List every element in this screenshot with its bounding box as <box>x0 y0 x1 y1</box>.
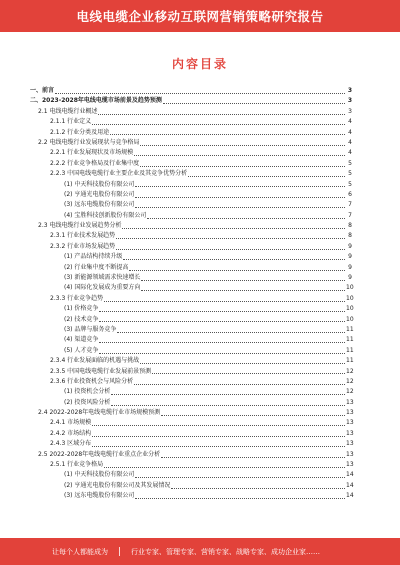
toc-entry-page: 12 <box>346 377 354 385</box>
toc-dot-leader <box>141 290 345 291</box>
toc-entry-page: 10 <box>346 315 354 323</box>
toc-dot-leader <box>111 405 345 406</box>
toc-dot-leader <box>99 311 345 312</box>
toc-entry[interactable] <box>30 470 352 480</box>
toc-dot-leader <box>141 280 345 281</box>
toc-entry-label: (2) 亨通光电股份有限公司 <box>64 190 135 198</box>
toc-entry[interactable] <box>30 419 352 429</box>
toc-dot-leader <box>116 249 345 250</box>
toc-entry[interactable] <box>30 439 352 449</box>
toc-dot-leader <box>147 218 345 219</box>
toc-entry-label: 2.3.3 行业竞争趋势 <box>50 294 104 302</box>
toc-dot-leader <box>92 446 345 447</box>
toc-entry[interactable] <box>30 283 352 293</box>
table-of-contents <box>30 86 352 502</box>
toc-entry[interactable] <box>30 169 352 179</box>
toc-entry-page: 11 <box>346 357 354 365</box>
toc-entry-label: (1) 价格竞争 <box>64 305 99 313</box>
toc-entry-label: (3) 品牌与服务竞争 <box>64 325 117 333</box>
toc-dot-leader <box>134 384 345 385</box>
toc-entry-label: 2.5.1 行业竞争格局 <box>50 461 104 469</box>
toc-entry[interactable] <box>30 273 352 283</box>
toc-entry-label: 2.3.2 行业市场发展趋势 <box>50 242 116 250</box>
toc-entry-label: (1) 中天科技股份有限公司 <box>64 471 135 479</box>
toc-entry[interactable] <box>30 148 352 158</box>
toc-entry-label: 2.2.1 行业发展现状及市场规模 <box>50 149 134 157</box>
toc-dot-leader <box>135 207 345 208</box>
toc-entry[interactable] <box>30 200 352 210</box>
toc-dot-leader <box>123 259 345 260</box>
toc-entry-label: 2.2.3 中国电线电缆行业主要企业及其竞争优势分析 <box>50 170 188 178</box>
footer-separator: | <box>118 546 122 557</box>
toc-dot-leader <box>135 477 345 478</box>
toc-entry-page: 10 <box>346 305 354 313</box>
toc-entry-label: 2.3.5 中国电线电缆行业发展前景预测 <box>50 367 152 375</box>
toc-dot-leader <box>55 93 345 94</box>
toc-entry-label: 一、前言 <box>30 86 55 94</box>
toc-entry-page: 11 <box>346 336 354 344</box>
toc-dot-leader <box>129 270 345 271</box>
toc-entry-label: 2.1.2 行业分类及用途 <box>50 128 110 136</box>
toc-dot-leader <box>161 415 345 416</box>
toc-entry[interactable] <box>30 304 352 314</box>
toc-entry-label: (3) 新能源领域需求快速增长 <box>64 274 141 282</box>
toc-dot-leader <box>122 228 345 229</box>
toc-entry-page: 3 <box>347 97 352 105</box>
toc-entry[interactable] <box>30 159 352 169</box>
toc-dot-leader <box>140 145 345 146</box>
toc-entry-page: 8 <box>348 232 352 240</box>
toc-entry[interactable] <box>30 117 352 127</box>
toc-entry-label: (1) 中天科技股份有限公司 <box>64 180 135 188</box>
toc-dot-leader <box>92 124 345 125</box>
toc-entry[interactable] <box>30 398 352 408</box>
report-title: 电线电缆企业移动互联网营销策略研究报告 <box>76 9 324 24</box>
toc-entry-page: 9 <box>348 253 352 261</box>
toc-dot-leader <box>99 321 345 322</box>
toc-entry[interactable] <box>30 138 352 148</box>
toc-entry-page: 10 <box>346 284 354 292</box>
toc-dot-leader <box>135 186 345 187</box>
toc-dot-leader <box>111 394 345 395</box>
toc-entry-label: 2.3 电线电缆行业发展趋势分析 <box>38 222 122 230</box>
toc-dot-leader <box>99 342 345 343</box>
toc-entry-page: 9 <box>348 263 352 271</box>
toc-entry-page: 9 <box>348 274 352 282</box>
toc-entry-label: 2.5 2022-2028年电线电缆行业重点企业分析 <box>38 450 161 458</box>
toc-entry-page: 5 <box>348 159 352 167</box>
toc-entry[interactable] <box>30 294 352 304</box>
toc-entry-page: 7 <box>348 211 352 219</box>
toc-entry-label: 2.2 电线电缆行业发展现状与竞争格局 <box>38 138 140 146</box>
toc-entry-label: (1) 产品结构持续升级 <box>64 253 123 261</box>
toc-entry-label: 二、2023-2028年电线电缆市场前景及趋势预测 <box>30 97 162 105</box>
toc-entry-label: (4) 渠道竞争 <box>64 336 99 344</box>
toc-dot-leader <box>104 301 345 302</box>
toc-entry-page: 6 <box>348 190 352 198</box>
toc-entry[interactable] <box>30 356 352 366</box>
toc-entry-label: (1) 投资机会分析 <box>64 388 111 396</box>
toc-entry-page: 13 <box>346 461 354 469</box>
toc-entry[interactable] <box>30 86 352 96</box>
toc-entry[interactable] <box>30 231 352 241</box>
toc-entry-page: 5 <box>348 180 352 188</box>
toc-dot-leader <box>135 498 345 499</box>
toc-entry[interactable] <box>30 346 352 356</box>
toc-entry-page: 3 <box>348 107 352 115</box>
toc-entry-page: 5 <box>348 170 352 178</box>
toc-entry[interactable] <box>30 325 352 335</box>
toc-entry-label: (5) 人才竞争 <box>64 346 99 354</box>
toc-entry-page: 13 <box>346 429 354 437</box>
footer-banner <box>0 538 400 565</box>
toc-entry[interactable] <box>30 263 352 273</box>
toc-entry-page: 12 <box>346 388 354 396</box>
toc-entry[interactable] <box>30 128 352 138</box>
toc-entry-page: 3 <box>347 86 352 94</box>
toc-entry[interactable] <box>30 387 352 397</box>
toc-dot-leader <box>116 238 345 239</box>
toc-entry[interactable] <box>30 242 352 252</box>
toc-dot-leader <box>135 197 345 198</box>
toc-entry[interactable] <box>30 481 352 491</box>
toc-dot-leader <box>99 353 345 354</box>
toc-entry-page: 13 <box>346 440 354 448</box>
toc-entry[interactable] <box>30 335 352 345</box>
toc-entry-label: (4) 国际化发展成为重要方向 <box>64 284 141 292</box>
toc-entry[interactable] <box>30 367 352 377</box>
toc-dot-leader <box>104 467 345 468</box>
toc-entry-page: 4 <box>348 149 352 157</box>
toc-entry-page: 14 <box>346 471 354 479</box>
toc-entry-label: 2.1.1 行业定义 <box>50 118 92 126</box>
toc-entry-page: 4 <box>348 118 352 126</box>
footer-slogan-left: 让每个人都能成为 <box>52 547 108 556</box>
toc-dot-leader <box>117 332 345 333</box>
toc-entry[interactable] <box>30 460 352 470</box>
toc-entry-label: (2) 亨通光电股份有限公司及其发展情况 <box>64 481 171 489</box>
toc-entry-page: 14 <box>346 481 354 489</box>
toc-entry-page: 11 <box>346 346 354 354</box>
toc-entry-page: 7 <box>348 201 352 209</box>
toc-dot-leader <box>92 436 345 437</box>
toc-entry[interactable] <box>30 96 352 106</box>
toc-entry-label: 2.3.1 行业技术发展趋势 <box>50 232 116 240</box>
toc-entry-page: 11 <box>346 325 354 333</box>
toc-dot-leader <box>140 363 345 364</box>
toc-entry-label: 2.4.2 市场结构 <box>50 429 92 437</box>
toc-dot-leader <box>161 457 345 458</box>
toc-dot-leader <box>152 373 345 374</box>
toc-entry-label: 2.3.4 行业发展面临的机遇与挑战 <box>50 357 140 365</box>
toc-entry-page: 13 <box>346 398 354 406</box>
toc-entry-page: 13 <box>346 450 354 458</box>
toc-entry-label: 2.3.6 行业投资机会与风险分析 <box>50 377 134 385</box>
toc-entry-page: 12 <box>346 367 354 375</box>
toc-title: 内容目录 <box>171 57 228 71</box>
toc-entry-label: 2.4 2022-2028年电线电缆行业市场规模预测 <box>38 409 161 417</box>
toc-entry-label: 2.2.2 行业竞争格局及行业集中度 <box>50 159 140 167</box>
toc-dot-leader <box>171 488 345 489</box>
toc-entry-label: 2.4.1 市场规模 <box>50 419 92 427</box>
toc-entry[interactable] <box>30 315 352 325</box>
toc-entry[interactable] <box>30 408 352 418</box>
header-banner <box>0 0 400 32</box>
toc-entry-page: 14 <box>346 492 354 500</box>
toc-entry[interactable] <box>30 252 352 262</box>
footer-slogan-right: 行业专家、管理专家、营销专家、战略专家、成功企业家…… <box>131 547 321 556</box>
toc-entry[interactable] <box>30 450 352 460</box>
toc-entry-page: 4 <box>348 128 352 136</box>
toc-entry[interactable] <box>30 377 352 387</box>
toc-entry[interactable] <box>30 491 352 501</box>
toc-dot-leader <box>163 103 345 104</box>
toc-entry-label: (2) 行业集中度不断提高 <box>64 263 129 271</box>
toc-entry-page: 13 <box>346 419 354 427</box>
toc-dot-leader <box>92 425 345 426</box>
toc-entry-page: 10 <box>346 294 354 302</box>
toc-dot-leader <box>134 155 345 156</box>
toc-dot-leader <box>188 176 345 177</box>
toc-entry-label: (2) 投资风险分析 <box>64 398 111 406</box>
toc-entry-page: 9 <box>348 242 352 250</box>
toc-entry[interactable] <box>30 180 352 190</box>
toc-entry[interactable] <box>30 211 352 221</box>
toc-entry[interactable] <box>30 429 352 439</box>
toc-entry[interactable] <box>30 107 352 117</box>
toc-entry[interactable] <box>30 221 352 231</box>
toc-entry-label: (2) 技术竞争 <box>64 315 99 323</box>
toc-entry-page: 8 <box>348 222 352 230</box>
toc-entry-label: (4) 宝胜科技创新股份有限公司 <box>64 211 147 219</box>
toc-dot-leader <box>110 134 345 135</box>
toc-entry-page: 13 <box>346 409 354 417</box>
toc-entry-label: (3) 远东电缆股份有限公司 <box>64 492 135 500</box>
toc-entry[interactable] <box>30 190 352 200</box>
toc-entry-page: 4 <box>348 138 352 146</box>
toc-dot-leader <box>140 166 345 167</box>
toc-entry-label: 2.1 电线电缆行业概述 <box>38 107 98 115</box>
toc-entry-label: 2.4.3 区域分布 <box>50 440 92 448</box>
toc-dot-leader <box>98 114 345 115</box>
toc-entry-label: (3) 远东电缆股份有限公司 <box>64 201 135 209</box>
